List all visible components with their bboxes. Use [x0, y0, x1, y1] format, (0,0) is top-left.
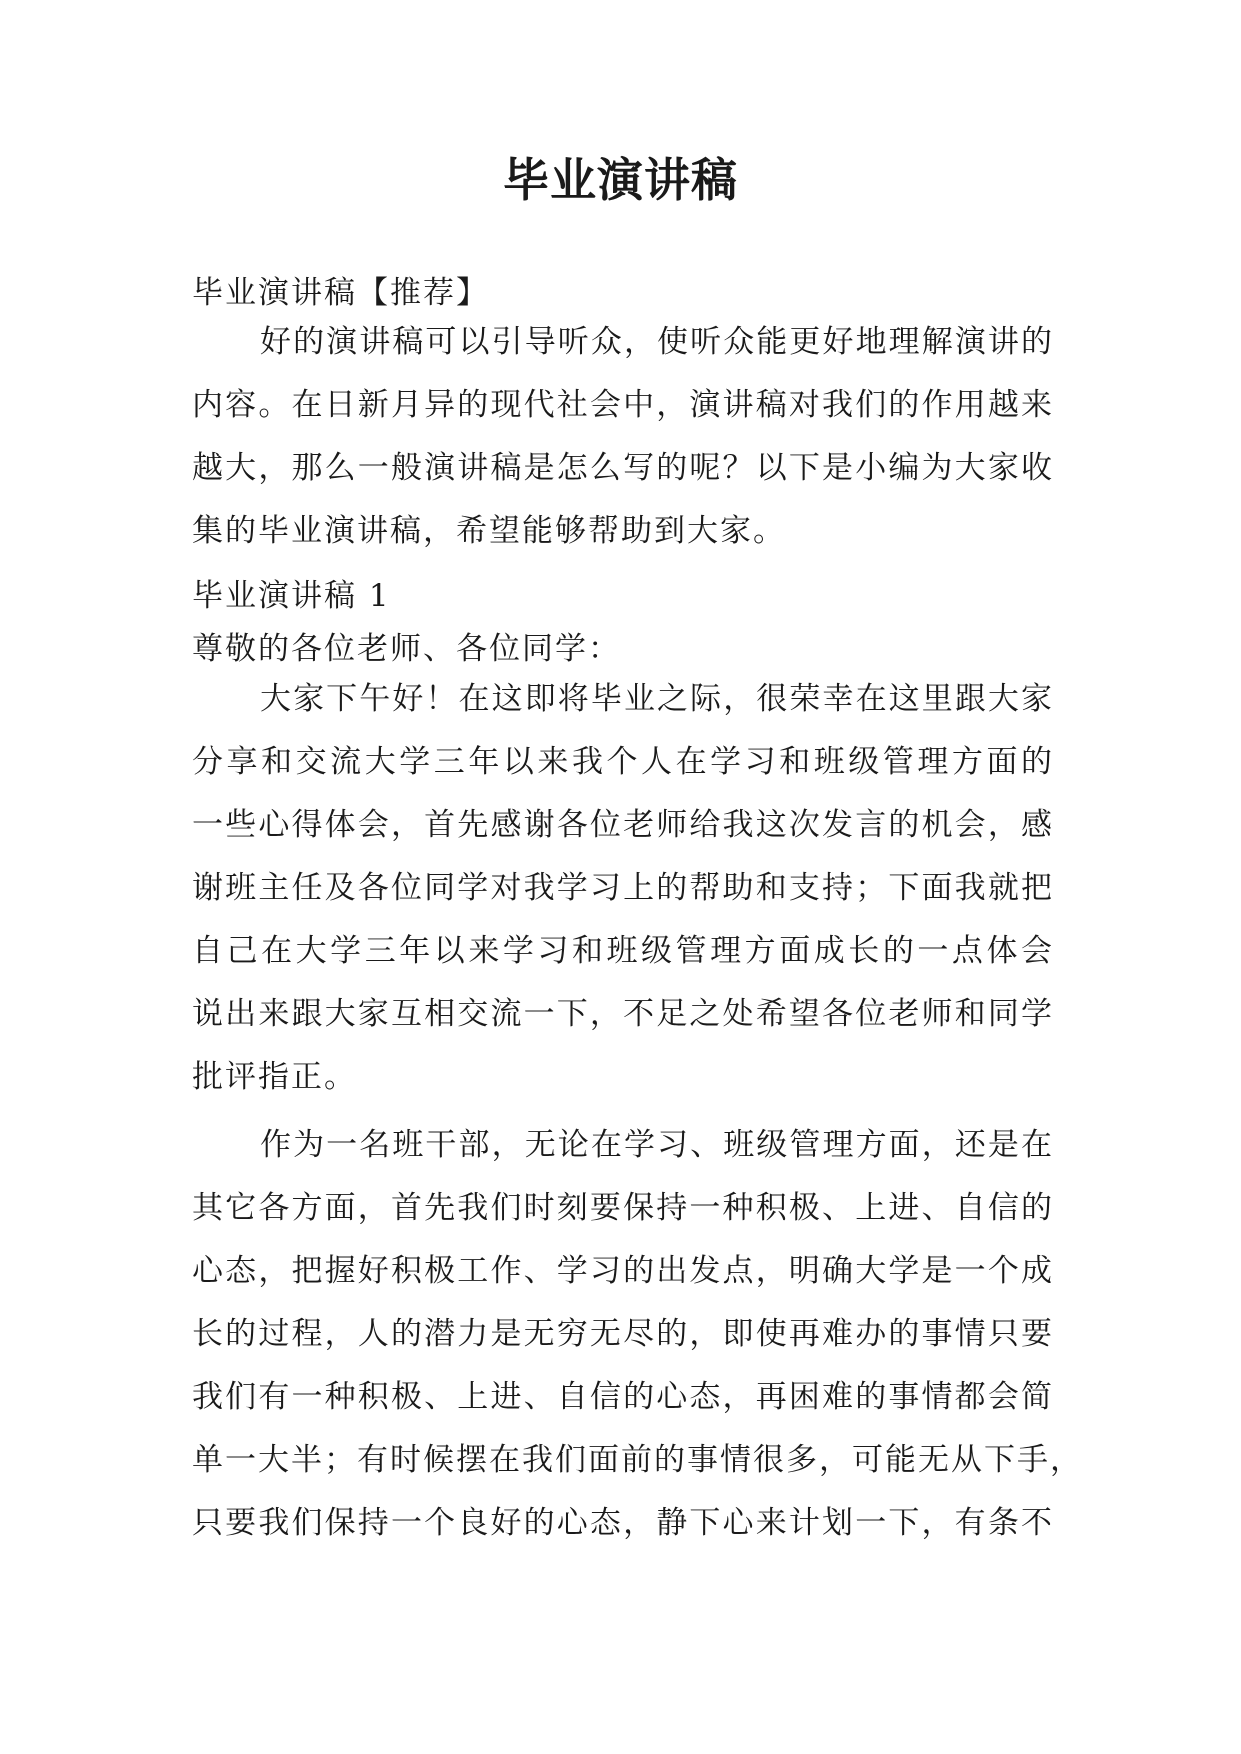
body-paragraph-2	[192, 1114, 1083, 1555]
paragraph-line: 其它各方面，首先我们时刻要保持一种积极、上进、自信的	[192, 1190, 1054, 1226]
paragraph-line: 长的过程，人的潜力是无穷无尽的，即使再难办的事情只要	[192, 1316, 1054, 1352]
paragraph-line: 单一大半；有时候摆在我们面前的事情很多，可能无从下手，	[192, 1442, 1083, 1478]
body-paragraph-1	[192, 668, 1054, 1109]
paragraph-line: 批评指正。	[192, 1059, 357, 1095]
paragraph-line: 心态，把握好积极工作、学习的出发点，明确大学是一个成	[192, 1253, 1054, 1289]
paragraph-line: 我们有一种积极、上进、自信的心态，再困难的事情都会简	[192, 1379, 1054, 1415]
paragraph-line: 内容。在日新月异的现代社会中，演讲稿对我们的作用越来	[192, 387, 1054, 423]
paragraph-line: 作为一名班干部，无论在学习、班级管理方面，还是在	[260, 1127, 1054, 1163]
paragraph-line: 集的毕业演讲稿，希望能够帮助到大家。	[192, 513, 786, 549]
paragraph-line: 只要我们保持一个良好的心态，静下心来计划一下，有条不	[192, 1505, 1054, 1541]
intro-heading: 毕业演讲稿【推荐】	[192, 275, 489, 311]
paragraph-line: 谢班主任及各位同学对我学习上的帮助和支持；下面我就把	[192, 870, 1054, 906]
salutation: 尊敬的各位老师、各位同学：	[192, 631, 621, 667]
paragraph-line: 自己在大学三年以来学习和班级管理方面成长的一点体会	[192, 933, 1054, 969]
section-heading: 毕业演讲稿 1	[192, 578, 391, 614]
paragraph-line: 好的演讲稿可以引导听众，使听众能更好地理解演讲的	[260, 324, 1054, 360]
intro-paragraph	[192, 311, 1054, 563]
paragraph-line: 说出来跟大家互相交流一下，不足之处希望各位老师和同学	[192, 996, 1054, 1032]
paragraph-line: 越大，那么一般演讲稿是怎么写的呢？以下是小编为大家收	[192, 450, 1054, 486]
paragraph-line: 分享和交流大学三年以来我个人在学习和班级管理方面的	[192, 744, 1054, 780]
paragraph-line: 大家下午好！在这即将毕业之际，很荣幸在这里跟大家	[260, 681, 1054, 717]
paragraph-line: 一些心得体会，首先感谢各位老师给我这次发言的机会，感	[192, 807, 1054, 843]
document-title: 毕业演讲稿	[503, 153, 738, 207]
